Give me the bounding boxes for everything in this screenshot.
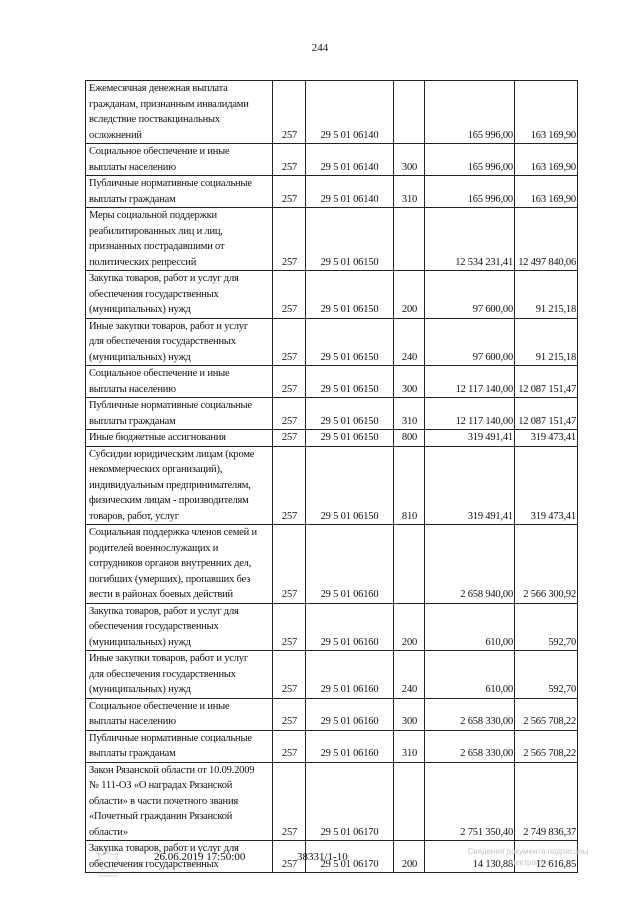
- row-expense-type-cell: 310: [394, 730, 425, 762]
- row-name-cell: [86, 698, 273, 730]
- footer-date: 26.06.2019 17:50:00: [154, 851, 246, 863]
- row-planned-amount-cell: 2 658 330,00: [425, 698, 515, 730]
- row-target-article-cell: 29 5 01 06140: [306, 176, 394, 208]
- row-name-line: сотрудников органов внутренних дел,: [89, 558, 252, 569]
- row-name-cell: [86, 762, 273, 841]
- budget-table: [85, 80, 578, 873]
- page-number: 244: [311, 42, 329, 54]
- row-executed-amount-cell: 12 087 151,47: [515, 366, 578, 398]
- row-name-line: Публичные нормативные социальные: [89, 178, 252, 189]
- row-name-line: Социальное обеспечение и иные: [89, 700, 230, 712]
- row-target-article-cell: 29 5 01 06170: [306, 841, 394, 873]
- row-expense-type-cell: 200: [394, 271, 425, 319]
- row-expense-type-cell: [394, 762, 425, 841]
- row-planned-amount-cell: 319 491,41: [425, 446, 515, 525]
- row-name-line: вести в районах боевых действий: [89, 589, 233, 600]
- row-expense-type-cell: 310: [394, 398, 425, 430]
- row-code-cell: 257: [273, 176, 306, 208]
- row-target-article-cell: 29 5 01 06160: [306, 698, 394, 730]
- row-name-line: Закупка товаров, работ и услуг для: [89, 843, 239, 854]
- row-target-article-cell: 29 5 01 06140: [306, 81, 394, 144]
- table-row: [86, 651, 578, 699]
- row-name-line: товаров, работ, услуг: [89, 510, 179, 522]
- table-row: [86, 698, 578, 730]
- row-target-article-cell: 29 5 01 06150: [306, 318, 394, 366]
- row-executed-amount-cell: 2 566 300,92: [515, 525, 578, 604]
- table-row: [86, 430, 578, 447]
- row-name-line: обеспечения государственных: [89, 621, 219, 632]
- row-name-line: Иные бюджетные ассигнования: [89, 432, 226, 443]
- row-target-article-cell: 29 5 01 06140: [306, 144, 394, 176]
- table-body: [86, 81, 578, 873]
- table-row: [86, 398, 578, 430]
- signature-note-line: электронно: [506, 858, 550, 867]
- row-executed-amount-cell: 163 169,90: [515, 176, 578, 208]
- row-name-line: (муниципальных) нужд: [89, 351, 191, 363]
- row-code-cell: 257: [273, 430, 306, 447]
- row-expense-type-cell: 300: [394, 366, 425, 398]
- row-executed-amount-cell: 12 497 840,06: [515, 208, 578, 271]
- row-planned-amount-cell: 12 117 140,00: [425, 398, 515, 430]
- row-expense-type-cell: 810: [394, 446, 425, 525]
- row-expense-type-cell: 300: [394, 698, 425, 730]
- row-name-line: «Почетный гражданин Рязанской: [89, 811, 233, 822]
- row-name-line: выплаты населению: [89, 383, 176, 395]
- row-code-cell: 257: [273, 398, 306, 430]
- row-name-line: выплаты гражданам: [89, 415, 176, 427]
- row-name-line: выплаты населению: [89, 716, 176, 727]
- row-target-article-cell: 29 5 01 06160: [306, 651, 394, 699]
- table-row: [86, 318, 578, 366]
- row-target-article-cell: 29 5 01 06150: [306, 366, 394, 398]
- row-name-line: Закупка товаров, работ и услуг для: [89, 273, 239, 284]
- row-expense-type-cell: 200: [394, 603, 425, 651]
- row-expense-type-cell: 300: [394, 144, 425, 176]
- table-row: [86, 81, 578, 144]
- row-planned-amount-cell: 97 600,00: [425, 271, 515, 319]
- row-executed-amount-cell: 163 169,90: [515, 81, 578, 144]
- row-name-line: Социальное обеспечение и иные: [89, 146, 230, 157]
- row-name-cell: [86, 176, 273, 208]
- row-planned-amount-cell: 2 658 330,00: [425, 730, 515, 762]
- table-row: [86, 525, 578, 604]
- row-target-article-cell: 29 5 01 06150: [306, 430, 394, 447]
- row-name-line: реабилитированных лиц и лиц,: [89, 225, 223, 237]
- row-executed-amount-cell: 163 169,90: [515, 144, 578, 176]
- row-name-cell: [86, 144, 273, 176]
- row-code-cell: 257: [273, 841, 306, 873]
- row-executed-amount-cell: 592,70: [515, 651, 578, 699]
- row-name-line: Публичные нормативные социальные: [89, 400, 252, 411]
- row-name-line: обеспечения государственных: [89, 288, 219, 300]
- row-name-line: выплаты гражданам: [89, 748, 176, 759]
- row-code-cell: 257: [273, 730, 306, 762]
- row-executed-amount-cell: 91 215,18: [515, 318, 578, 366]
- row-executed-amount-cell: 2 565 708,22: [515, 730, 578, 762]
- signature-note-line: Сведения документа подписаны: [467, 847, 589, 856]
- row-code-cell: 257: [273, 366, 306, 398]
- row-name-line: погибших (умерших), пропавших без: [89, 573, 251, 585]
- table-row: [86, 271, 578, 319]
- row-name-line: выплаты гражданам: [89, 193, 176, 205]
- row-name-line: осложнений: [89, 129, 142, 141]
- table-row: [86, 208, 578, 271]
- row-name-cell: [86, 651, 273, 699]
- row-name-line: Меры социальной поддержки: [89, 210, 217, 221]
- row-expense-type-cell: 240: [394, 651, 425, 699]
- row-planned-amount-cell: 12 117 140,00: [425, 366, 515, 398]
- row-planned-amount-cell: 165 996,00: [425, 176, 515, 208]
- table-row: [86, 176, 578, 208]
- row-expense-type-cell: 310: [394, 176, 425, 208]
- row-planned-amount-cell: 165 996,00: [425, 144, 515, 176]
- row-planned-amount-cell: 12 534 231,41: [425, 208, 515, 271]
- row-planned-amount-cell: 2 751 350,40: [425, 762, 515, 841]
- row-target-article-cell: 29 5 01 06160: [306, 603, 394, 651]
- row-name-line: Социальная поддержка членов семей и: [89, 527, 257, 538]
- row-expense-type-cell: [394, 208, 425, 271]
- row-name-line: Иные закупки товаров, работ и услуг: [89, 320, 248, 332]
- footer-registration-number: 38331/1-10: [297, 851, 348, 863]
- row-code-cell: 257: [273, 318, 306, 366]
- row-name-line: Субсидии юридическим лицам (кроме: [89, 448, 255, 460]
- row-code-cell: 257: [273, 446, 306, 525]
- table-row: [86, 730, 578, 762]
- row-planned-amount-cell: 2 658 940,00: [425, 525, 515, 604]
- row-code-cell: 257: [273, 698, 306, 730]
- row-name-line: Закон Рязанской области от 10.09.2009: [89, 764, 255, 776]
- row-target-article-cell: 29 5 01 06150: [306, 446, 394, 525]
- row-executed-amount-cell: 2 565 708,22: [515, 698, 578, 730]
- row-planned-amount-cell: 14 130,88: [425, 841, 515, 873]
- row-target-article-cell: 29 5 01 06150: [306, 271, 394, 319]
- row-target-article-cell: 29 5 01 06160: [306, 730, 394, 762]
- row-name-line: Ежемесячная денежная выплата: [89, 83, 228, 94]
- row-planned-amount-cell: 165 996,00: [425, 81, 515, 144]
- row-target-article-cell: 29 5 01 06150: [306, 208, 394, 271]
- row-code-cell: 257: [273, 525, 306, 604]
- row-name-cell: [86, 208, 273, 271]
- row-name-line: Социальное обеспечение и иные: [89, 368, 230, 379]
- row-name-cell: [86, 603, 273, 651]
- row-name-cell: [86, 81, 273, 144]
- emblem-stamp-icon: [92, 843, 124, 877]
- row-name-line: (муниципальных) нужд: [89, 684, 191, 695]
- table-row: [86, 603, 578, 651]
- row-code-cell: 257: [273, 271, 306, 319]
- row-name-line: гражданам, признанным инвалидами: [89, 98, 249, 110]
- row-name-cell: [86, 430, 273, 447]
- row-executed-amount-cell: 319 473,41: [515, 446, 578, 525]
- row-executed-amount-cell: 91 215,18: [515, 271, 578, 319]
- row-planned-amount-cell: 319 491,41: [425, 430, 515, 447]
- row-code-cell: 257: [273, 762, 306, 841]
- row-name-line: некоммерческих организаций),: [89, 464, 223, 475]
- row-name-line: Закупка товаров, работ и услуг для: [89, 605, 239, 617]
- row-target-article-cell: 29 5 01 06170: [306, 762, 394, 841]
- row-name-cell: [86, 730, 273, 762]
- row-planned-amount-cell: 97 600,00: [425, 318, 515, 366]
- row-name-line: области»: [89, 826, 128, 838]
- row-executed-amount-cell: 2 749 836,37: [515, 762, 578, 841]
- row-executed-amount-cell: 592,70: [515, 603, 578, 651]
- row-code-cell: 257: [273, 208, 306, 271]
- row-name-line: (муниципальных) нужд: [89, 636, 191, 648]
- row-executed-amount-cell: 12 616,85: [515, 841, 578, 873]
- row-name-cell: [86, 525, 273, 604]
- row-target-article-cell: 29 5 01 06150: [306, 398, 394, 430]
- table-row: [86, 446, 578, 525]
- row-name-line: выплаты населению: [89, 161, 176, 173]
- row-code-cell: 257: [273, 144, 306, 176]
- row-name-cell: [86, 366, 273, 398]
- table-row: [86, 144, 578, 176]
- row-name-line: № 111-ОЗ «О наградах Рязанской: [89, 780, 233, 791]
- row-name-line: физическим лицам - производителям: [89, 495, 249, 506]
- row-name-line: Публичные нормативные социальные: [89, 732, 252, 744]
- row-name-line: (муниципальных) нужд: [89, 304, 191, 315]
- row-expense-type-cell: 800: [394, 430, 425, 447]
- row-name-cell: [86, 318, 273, 366]
- row-name-line: вследствие поствакцинальных: [89, 114, 220, 125]
- row-executed-amount-cell: 319 473,41: [515, 430, 578, 447]
- table-row: [86, 762, 578, 841]
- row-name-line: родителей военнослужащих и: [89, 542, 219, 554]
- row-name-cell: [86, 398, 273, 430]
- row-name-line: признанных пострадавшими от: [89, 241, 225, 252]
- row-name-line: индивидуальным предпринимателям,: [89, 479, 251, 491]
- row-executed-amount-cell: 12 087 151,47: [515, 398, 578, 430]
- row-code-cell: 257: [273, 651, 306, 699]
- row-planned-amount-cell: 610,00: [425, 651, 515, 699]
- row-name-line: для обеспечения государственных: [89, 336, 236, 347]
- footer-signature-note: [448, 846, 608, 868]
- row-expense-type-cell: 240: [394, 318, 425, 366]
- row-code-cell: 257: [273, 81, 306, 144]
- row-planned-amount-cell: 610,00: [425, 603, 515, 651]
- row-expense-type-cell: [394, 525, 425, 604]
- row-name-line: области» в части почетного звания: [89, 795, 239, 807]
- row-expense-type-cell: [394, 81, 425, 144]
- row-expense-type-cell: 200: [394, 841, 425, 873]
- row-code-cell: 257: [273, 603, 306, 651]
- row-name-line: для обеспечения государственных: [89, 668, 236, 680]
- row-name-cell: [86, 446, 273, 525]
- table-row: [86, 366, 578, 398]
- row-name-line: обеспечения государственных: [89, 858, 219, 870]
- row-name-line: Иные закупки товаров, работ и услуг: [89, 653, 248, 664]
- row-name-cell: [86, 271, 273, 319]
- row-name-line: политических репрессий: [89, 256, 197, 268]
- row-target-article-cell: 29 5 01 06160: [306, 525, 394, 604]
